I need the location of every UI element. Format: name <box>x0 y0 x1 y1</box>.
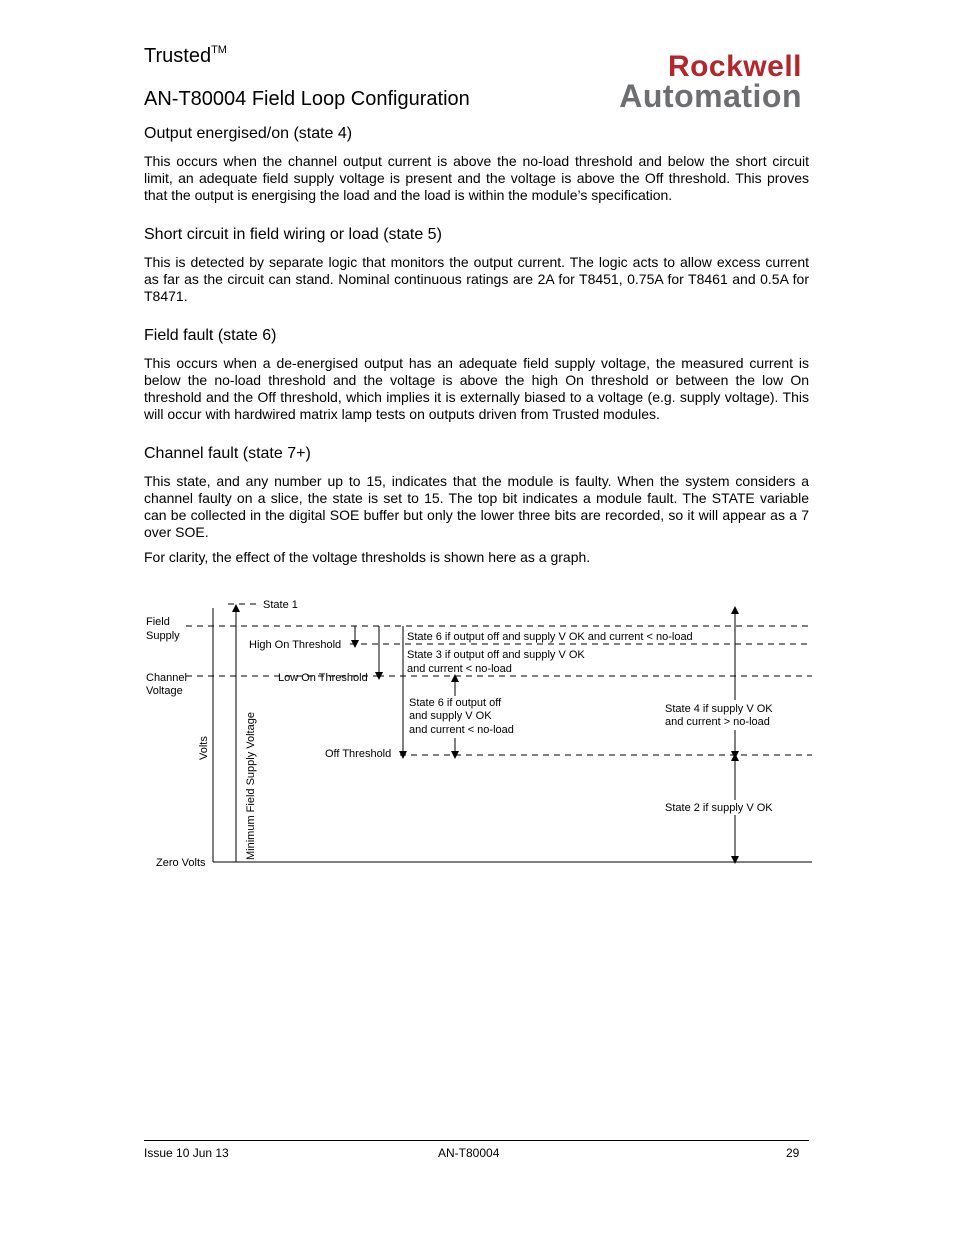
field-supply-label-2: Supply <box>146 630 180 642</box>
trademark-mark: TM <box>211 44 227 56</box>
state3-label-1: State 3 if output off and supply V OK <box>407 649 585 661</box>
footer-doc-number: AN-T80004 <box>438 1146 500 1160</box>
high-on-threshold-label: High On Threshold <box>249 639 342 651</box>
section-body-state4: This occurs when the channel output current is above the no-load threshold and below the short circuit limit, an adequate field supply voltage is present and the voltage is above the Off threshold. This proves that the output is energising the load and the load is within the module’s specification. <box>144 153 809 203</box>
low-on-threshold-label: Low On Threshold <box>278 672 368 684</box>
state4-label-2: and current > no-load <box>665 716 770 728</box>
state3-label-2: and current < no-load <box>407 663 512 675</box>
section-body-state7: This state, and any number up to 15, indicates that the module is faulty. When the system considers a channel faulty on a slice, the state is set to 15. The top bit indicates a module fault. The STATE variable can be collected in the digital SOE buffer but only the lower three bits are recorded, so it will appear as a 7 over SOE. <box>144 473 809 540</box>
off-threshold-label: Off Threshold <box>325 748 392 760</box>
section-body-state6: This occurs when a de-energised output has an adequate field supply voltage, the measured current is below the no-load threshold and the voltage is above the high On threshold or between the low On threshold and the Off threshold, which implies it is externally biased to a voltage (e.g. supply voltage). This will occur with hardwired matrix lamp tests on outputs driven from Trusted modules. <box>144 355 809 422</box>
channel-voltage-label-2: Voltage <box>146 685 183 697</box>
state4-label-1: State 4 if supply V OK <box>665 703 773 715</box>
logo-line-2: Automation <box>619 78 802 114</box>
state2-label: State 2 if supply V OK <box>665 802 773 814</box>
footer-issue: Issue 10 Jun 13 <box>144 1146 229 1160</box>
footer-rule <box>144 1140 809 1141</box>
document-subtitle: AN-T80004 Field Loop Configuration <box>144 88 470 110</box>
section-heading-state6: Field fault (state 6) <box>144 327 277 344</box>
graph-intro-text: For clarity, the effect of the voltage thresholds is shown here as a graph. <box>144 549 591 565</box>
section-heading-state4: Output energised/on (state 4) <box>144 125 353 142</box>
section-heading-state7: Channel fault (state 7+) <box>144 445 311 462</box>
volts-label: Volts <box>198 736 210 760</box>
state6-mid-label-3: and current < no-load <box>409 724 514 736</box>
field-supply-label-1: Field <box>146 616 170 628</box>
state6-mid-label-2: and supply V OK <box>409 710 492 722</box>
channel-voltage-label-1: Channel <box>146 672 187 684</box>
zero-volts-label: Zero Volts <box>156 857 206 869</box>
logo-line-1: Rockwell <box>667 50 802 83</box>
section-heading-state5: Short circuit in field wiring or load (state 5) <box>144 226 442 243</box>
state6-mid-label-1: State 6 if output off <box>409 697 502 709</box>
document-title: Trusted™ <box>144 44 227 67</box>
footer-page-number: 29 <box>786 1146 800 1160</box>
state1-label: State 1 <box>263 599 298 611</box>
state6-top-label: State 6 if output off and supply V OK and current < no-load <box>407 631 693 643</box>
section-body-state5: This is detected by separate logic that monitors the output current. The logic acts to allow excess current as far as the circuit can stand. Nominal continuous ratings are 2A for T8451, 0.75A for T8461 and 0.5A for T8471. <box>144 254 809 304</box>
min-field-supply-label: Minimum Field Supply Voltage <box>245 712 257 860</box>
